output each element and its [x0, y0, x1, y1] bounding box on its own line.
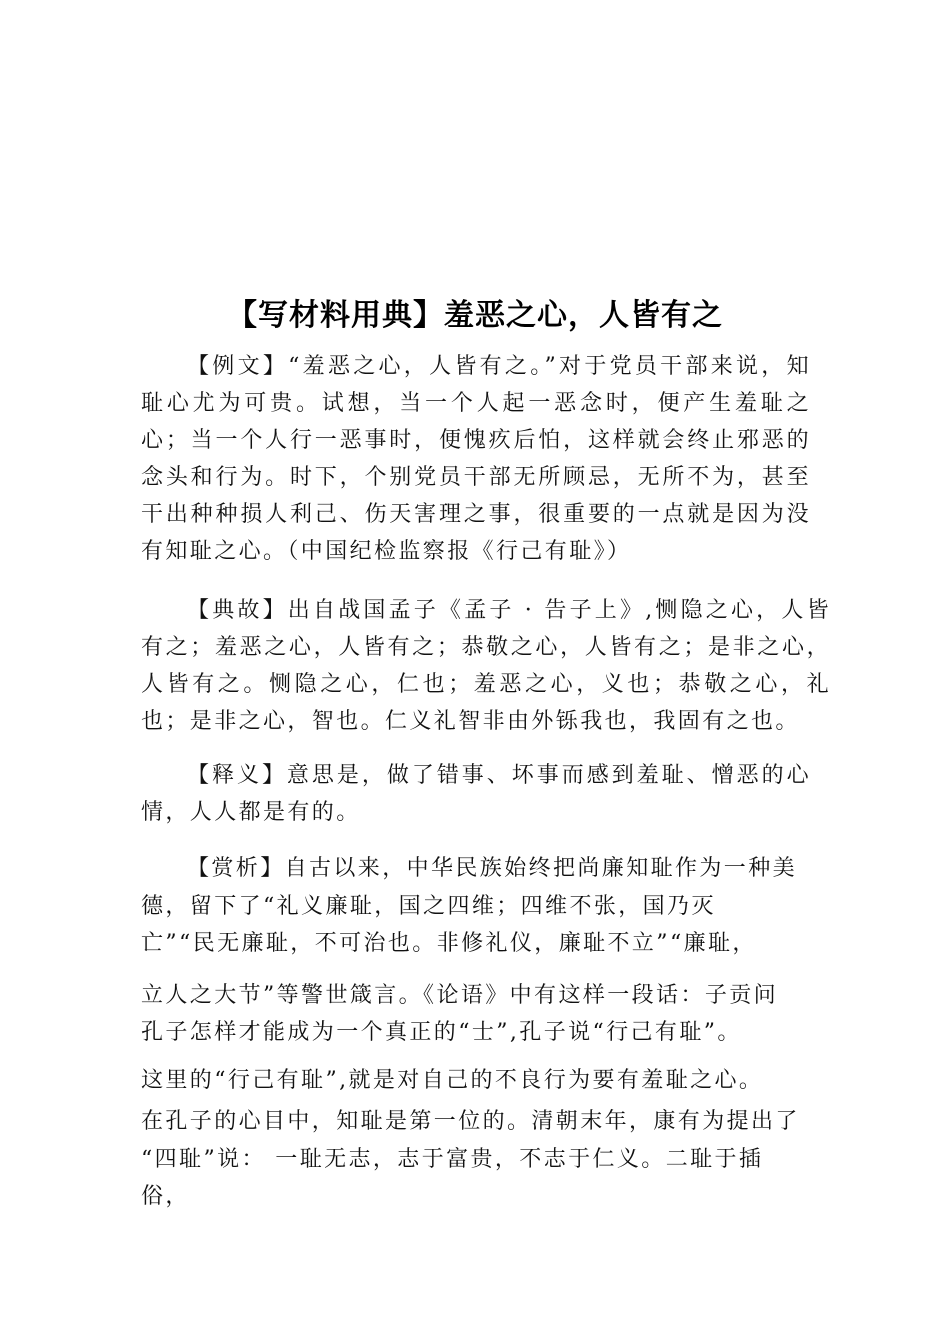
appreciation-line: 【赏析】自古以来，中华民族始终把尚廉知耻作为一种美	[187, 856, 798, 881]
appreciation-line: “四耻”说： 一耻无志，志于富贵，不志于仁义。二耻于插	[141, 1146, 764, 1172]
paragraph-meaning: 【释义】意思是，做了错事、坏事而感到羞耻、憎恶的心情，人人都是有的。	[141, 763, 811, 825]
appreciation-line: 这里的“行己有耻”,就是对自己的不良行为要有羞耻之心。	[141, 1067, 764, 1093]
paragraph-appreciation	[141, 850, 801, 1216]
appreciation-line: 亡”“民无廉耻，不可治也。非修礼仪，廉耻不立”“廉耻，	[141, 931, 757, 956]
document-title: 【写材料用典】羞恶之心，人皆有之	[227, 298, 723, 333]
appreciation-line: 德，留下了“礼义廉耻，国之四维；四维不张，国乃灭	[141, 893, 716, 919]
paragraph-allusion: 【典故】出自战国孟子《孟子 · 告子上》,恻隐之心，人皆有之；羞恶之心，人皆有之；恭敬之心，人皆有之；是非之心，人皆有之。恻隐之心，仁也；羞恶之心，义也；恭敬之心，礼也；是非之心，智也。仁义礼智非由外铄我也，我固有之也。	[141, 598, 831, 734]
appreciation-line: 孔子怎样才能成为一个真正的“士”,孔子说“行己有耻”。	[141, 1020, 742, 1045]
appreciation-line: 俗，	[141, 1184, 190, 1209]
paragraph-example: 【例文】“羞恶之心，人皆有之。”对于党员干部来说，知耻心尤为可贵。试想，当一个人起一恶念时，便产生羞耻之心；当一个人行一恶事时，便愧疚后怕，这样就会终止邪恶的念头和行为。时下，个别党员干部无所顾忌，无所不为，甚至干出种种损人利己、伤天害理之事，很重要的一点就是因为没有知耻之心。（中国纪检监察报《行己有耻》）	[141, 354, 811, 564]
appreciation-line: 在孔子的心目中，知耻是第一位的。清朝末年，康有为提出了	[141, 1109, 800, 1134]
appreciation-line: 立人之大节”等警世箴言。《论语》中有这样一段话：子贡问	[141, 982, 779, 1008]
